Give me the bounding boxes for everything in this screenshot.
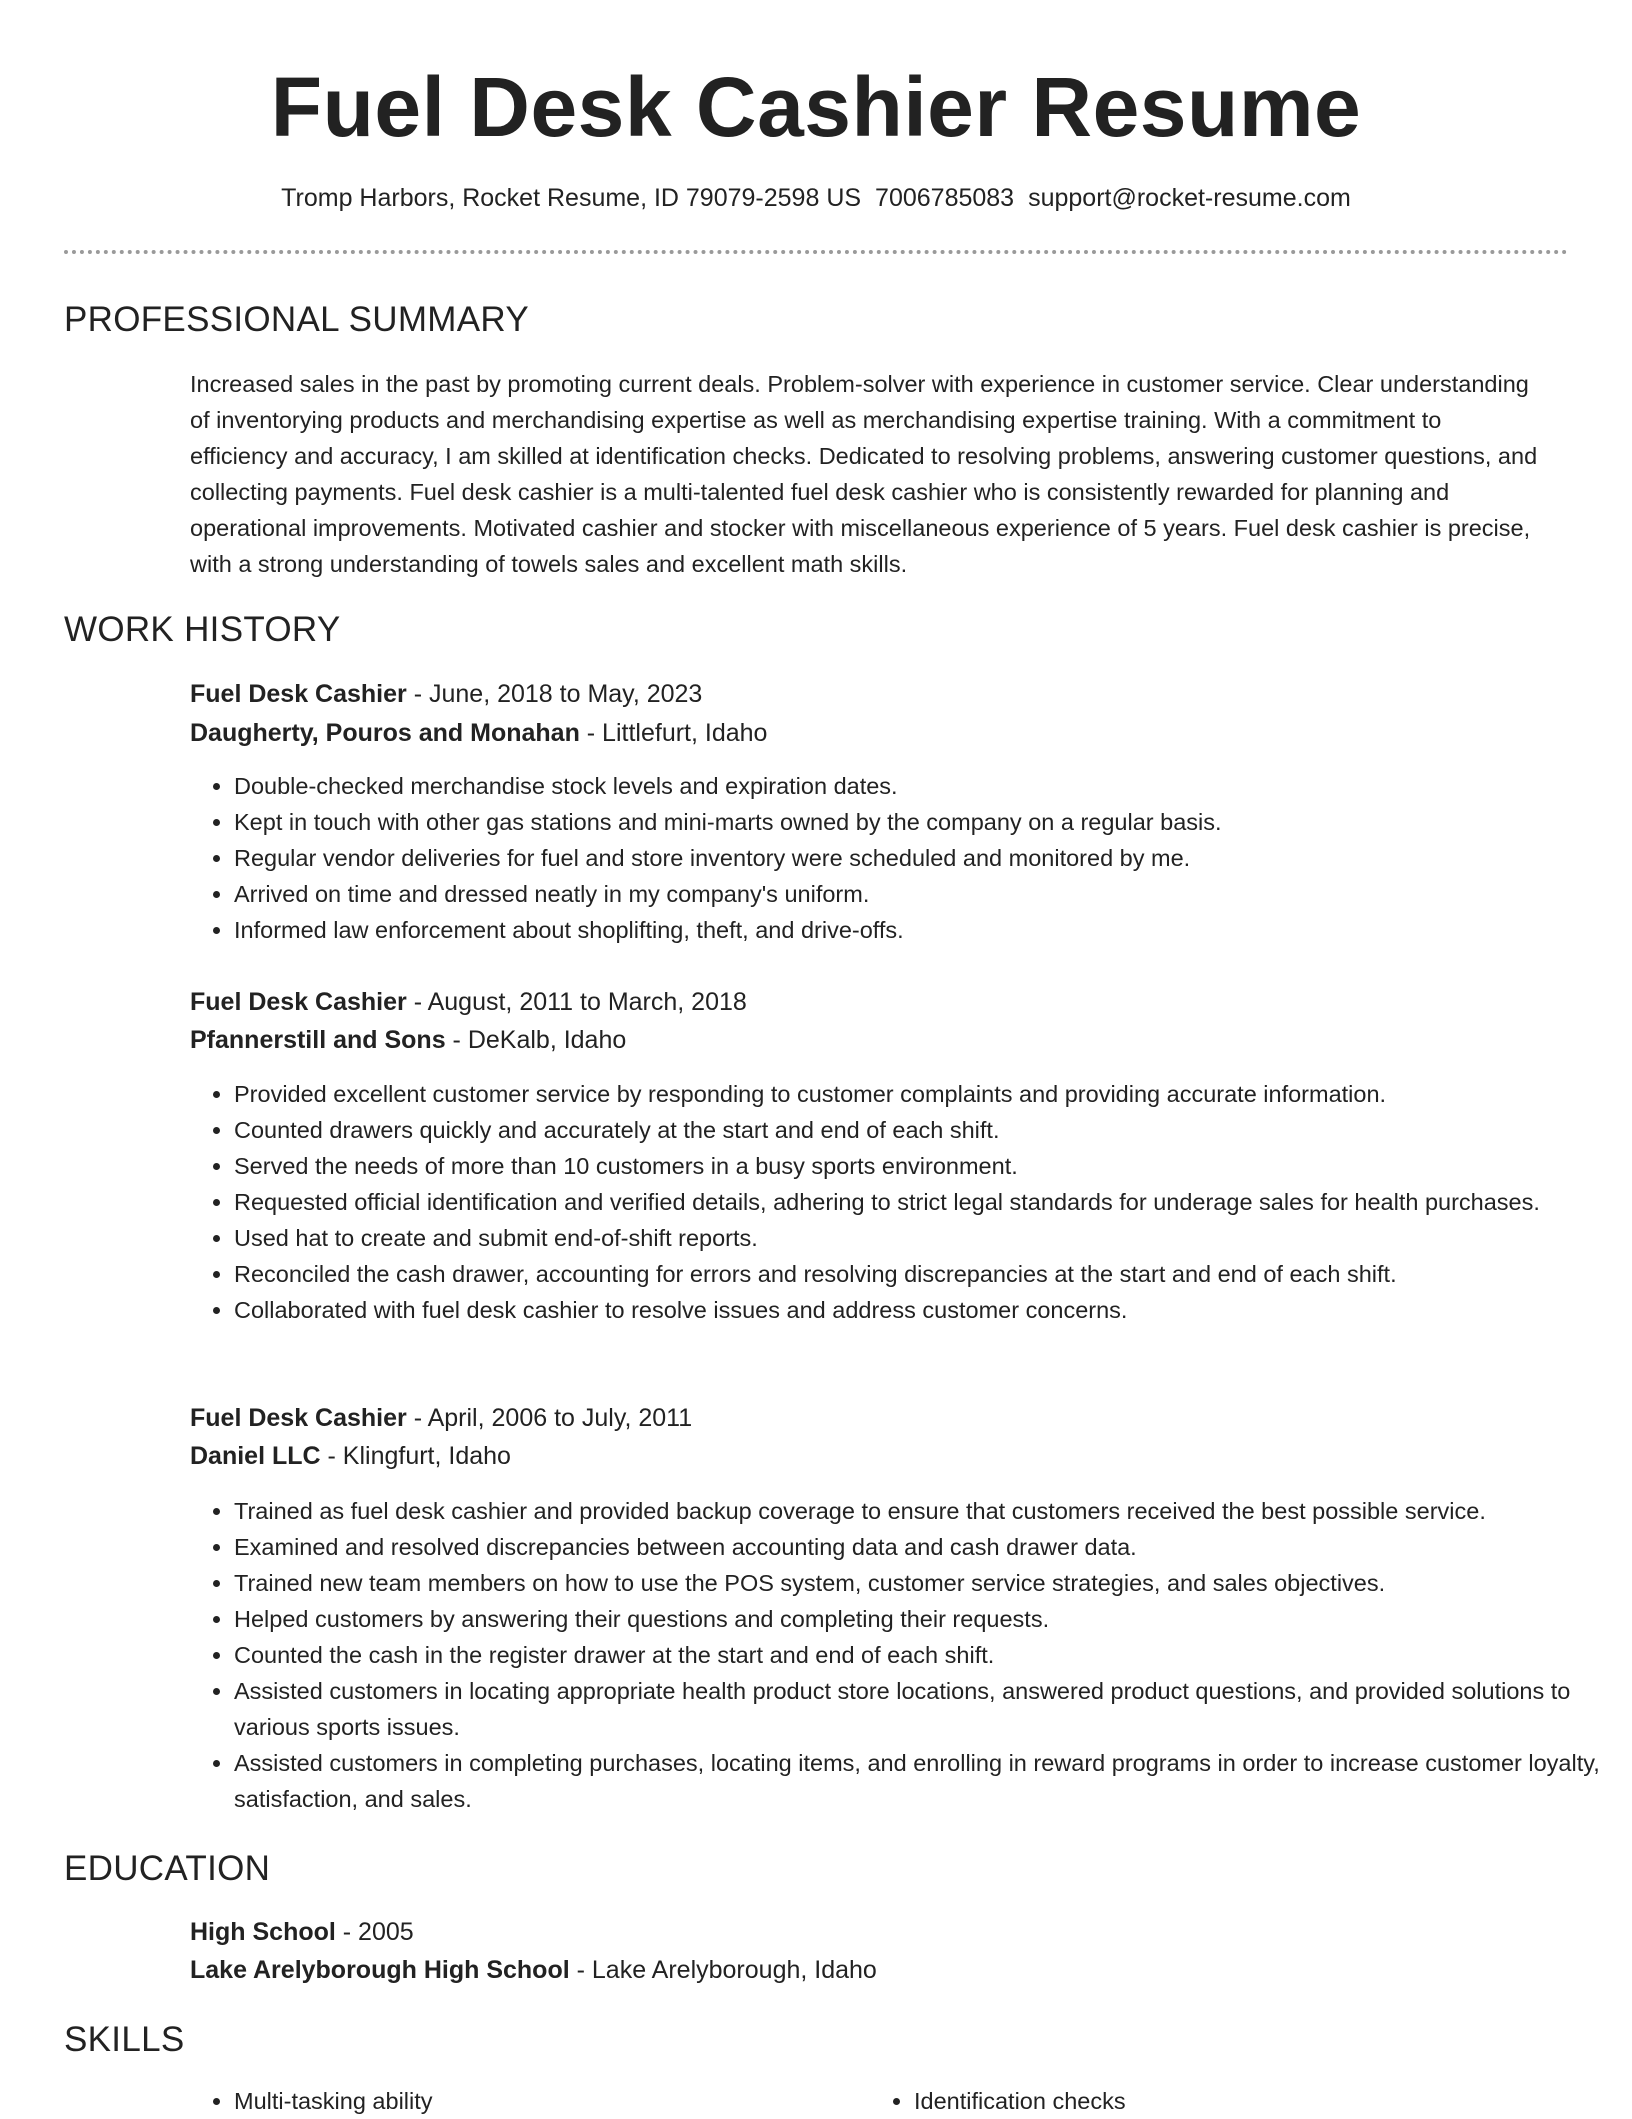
contact-email: support@rocket-resume.com [1028, 184, 1351, 212]
education-location: - Lake Arelyborough, Idaho [569, 1956, 877, 1984]
job-company: Daniel LLC [190, 1442, 321, 1470]
job-bullet-list [190, 768, 1624, 948]
job-location: - DeKalb, Idaho [445, 1026, 627, 1054]
list-item: • Regular vendor deliveries for fuel and store inventory were scheduled and monitored by me. [234, 840, 1624, 876]
job-dates: - April, 2006 to July, 2011 [406, 1404, 693, 1432]
list-item: • Double-checked merchandise stock levels and expiration dates. [234, 768, 1624, 804]
list-item: • Collaborated with fuel desk cashier to resolve issues and address customer concerns. [234, 1292, 1624, 1328]
job-company-line [190, 1021, 626, 1059]
job-title: Fuel Desk Cashier [190, 1404, 407, 1432]
section-title-skills: SKILLS [64, 2020, 185, 2059]
list-item: • Requested official identification and verified details, adhering to strict legal standards for underage sales for health purchases. [234, 1184, 1624, 1220]
job-dates: - June, 2018 to May, 2023 [406, 680, 703, 708]
list-item: • Examined and resolved discrepancies between accounting data and cash drawer data. [234, 1529, 1624, 1565]
skills-list-left [190, 2083, 433, 2119]
list-item: • Used hat to create and submit end-of-shift reports. [234, 1220, 1624, 1256]
education-year: - 2005 [335, 1918, 414, 1946]
summary-text: Increased sales in the past by promoting current deals. Problem-solver with experience in customer service. Clear understanding of inventorying products and merchandising expertise as well as merchandising expertise training. With a commitment to efficiency and accuracy, I am skilled at identification checks. Dedicated to resolving problems, answering customer questions, and collecting payments. Fuel desk cashier is a multi-talented fuel desk cashier who is consistently rewarded for planning and operational improvements. Motivated cashier and stocker with miscellaneous experience of 5 years. Fuel desk cashier is precise, with a strong understanding of towels sales and excellent math skills. [190, 371, 1538, 577]
job-title-line [190, 1399, 692, 1437]
job-title-line [190, 983, 747, 1021]
skills-list-right [870, 2083, 1126, 2119]
job-company: Daugherty, Pouros and Monahan [190, 719, 580, 747]
education-school-line [190, 1951, 877, 1989]
list-item: • Assisted customers in completing purchases, locating items, and enrolling in reward programs in order to increase customer loyalty, satisfaction, and sales. [234, 1745, 1624, 1817]
list-item: • Identification checks [914, 2083, 1126, 2119]
job-bullet-list [190, 1493, 1624, 1817]
list-item: • Multi-tasking ability [234, 2083, 433, 2119]
list-item: • Counted the cash in the register drawer at the start and end of each shift. [234, 1637, 1624, 1673]
list-item: • Helped customers by answering their questions and completing their requests. [234, 1601, 1624, 1637]
job-title: Fuel Desk Cashier [190, 988, 407, 1016]
list-item: • Assisted customers in locating appropriate health product store locations, answered product questions, and provided solutions to various sports issues. [234, 1673, 1624, 1745]
education-degree-line [190, 1913, 414, 1951]
education-degree: High School [190, 1918, 336, 1946]
section-title-summary: PROFESSIONAL SUMMARY [64, 300, 529, 339]
list-item: • Trained new team members on how to use the POS system, customer service strategies, and sales objectives. [234, 1565, 1624, 1601]
list-item: • Reconciled the cash drawer, accounting for errors and resolving discrepancies at the start and end of each shift. [234, 1256, 1624, 1292]
contact-address: Tromp Harbors, Rocket Resume, ID 79079-2598 US [281, 184, 862, 212]
job-company: Pfannerstill and Sons [190, 1026, 446, 1054]
job-dates: - August, 2011 to March, 2018 [406, 988, 747, 1016]
list-item: • Provided excellent customer service by responding to customer complaints and providing accurate information. [234, 1076, 1624, 1112]
contact-line [0, 178, 1632, 218]
list-item: • Informed law enforcement about shoplifting, theft, and drive-offs. [234, 912, 1624, 948]
header-divider [64, 250, 1568, 254]
contact-phone: 7006785083 [875, 184, 1015, 212]
list-item: • Arrived on time and dressed neatly in my company's uniform. [234, 876, 1624, 912]
job-location: - Littlefurt, Idaho [579, 719, 768, 747]
job-title-line [190, 675, 702, 713]
job-title: Fuel Desk Cashier [190, 680, 407, 708]
list-item: • Served the needs of more than 10 customers in a busy sports environment. [234, 1148, 1624, 1184]
job-location: - Klingfurt, Idaho [320, 1442, 511, 1470]
job-bullet-list [190, 1076, 1624, 1328]
list-item: • Counted drawers quickly and accurately at the start and end of each shift. [234, 1112, 1624, 1148]
education-school: Lake Arelyborough High School [190, 1956, 570, 1984]
section-title-education: EDUCATION [64, 1849, 271, 1888]
job-company-line [190, 1437, 511, 1475]
resume-title: Fuel Desk Cashier Resume [270, 60, 1362, 154]
list-item: • Trained as fuel desk cashier and provided backup coverage to ensure that customers received the best possible service. [234, 1493, 1624, 1529]
job-company-line [190, 714, 767, 752]
list-item: • Kept in touch with other gas stations and mini-marts owned by the company on a regular basis. [234, 804, 1624, 840]
section-title-work-history: WORK HISTORY [64, 610, 341, 649]
